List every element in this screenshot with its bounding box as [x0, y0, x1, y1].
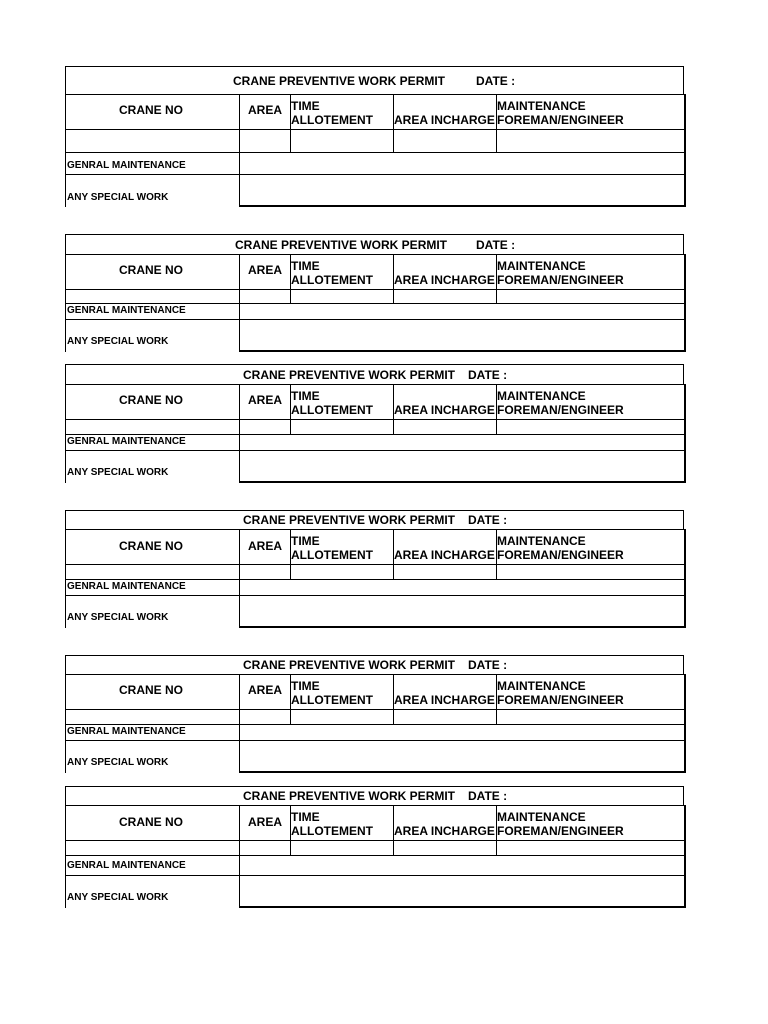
maintenance-header — [496, 529, 686, 565]
time-label: TIME — [291, 259, 320, 273]
crane-no-field[interactable] — [65, 289, 240, 304]
general-maintenance-row — [65, 152, 686, 175]
maintenance-label: MAINTENANCE — [497, 534, 586, 548]
crane-no-header — [65, 254, 240, 290]
foreman-engineer-label: FOREMAN/ENGINEER — [497, 113, 624, 127]
area-incharge-header — [393, 254, 497, 290]
area-label: AREA — [248, 683, 283, 697]
general-maintenance-row — [65, 855, 686, 876]
date-label: DATE : — [476, 73, 516, 88]
foreman-engineer-label: FOREMAN/ENGINEER — [497, 273, 624, 287]
allotement-label: ALLOTEMENT — [291, 273, 373, 287]
header-row — [65, 254, 686, 290]
area-field[interactable] — [239, 709, 291, 725]
general-maintenance-field[interactable] — [239, 434, 686, 451]
general-maintenance-label: GENRAL MAINTENANCE — [67, 726, 186, 737]
area-header — [239, 805, 291, 841]
crane-no-field[interactable] — [65, 840, 240, 856]
area-incharge-label: AREA INCHARGE — [394, 824, 495, 838]
crane-no-field[interactable] — [65, 709, 240, 725]
area-incharge-label: AREA INCHARGE — [394, 548, 495, 562]
time-label: TIME — [291, 389, 320, 403]
general-maintenance-label-cell — [65, 152, 240, 175]
general-maintenance-label-cell — [65, 724, 240, 741]
area-incharge-header — [393, 674, 497, 710]
special-work-row — [65, 174, 686, 207]
entry-row — [65, 709, 686, 725]
area-field[interactable] — [239, 129, 291, 153]
permit-form-1 — [65, 66, 686, 207]
special-work-label: ANY SPECIAL WORK — [67, 192, 169, 203]
maintenance-label: MAINTENANCE — [497, 679, 586, 693]
area-incharge-header — [393, 805, 497, 841]
time-allotement-header — [290, 805, 394, 841]
maintenance-header — [496, 384, 686, 420]
allotement-label: ALLOTEMENT — [291, 113, 373, 127]
time-allotement-header — [290, 254, 394, 290]
area-header — [239, 674, 291, 710]
permit-title: CRANE PREVENTIVE WORK PERMIT — [243, 513, 456, 527]
time-allotement-header — [290, 529, 394, 565]
maintenance-header — [496, 254, 686, 290]
area-incharge-field[interactable] — [393, 564, 497, 580]
time-label: TIME — [291, 534, 320, 548]
special-work-label-cell — [65, 174, 240, 207]
special-work-label-cell — [65, 319, 240, 352]
area-incharge-label: AREA INCHARGE — [394, 403, 495, 417]
area-incharge-field[interactable] — [393, 709, 497, 725]
general-maintenance-row — [65, 303, 686, 320]
general-maintenance-field[interactable] — [239, 303, 686, 320]
crane-no-field[interactable] — [65, 419, 240, 435]
crane-no-label: CRANE NO — [119, 815, 184, 829]
foreman-engineer-label: FOREMAN/ENGINEER — [497, 693, 624, 707]
permit-title: CRANE PREVENTIVE WORK PERMIT — [233, 73, 446, 88]
area-label: AREA — [248, 393, 283, 407]
header-row — [65, 94, 686, 130]
general-maintenance-label-cell — [65, 855, 240, 876]
permit-title-row — [65, 510, 684, 530]
maintenance-field[interactable] — [496, 419, 686, 435]
permit-form-3 — [65, 364, 686, 483]
special-work-row — [65, 450, 686, 483]
special-work-label-cell — [65, 595, 240, 628]
permit-title-row — [65, 786, 684, 806]
special-work-label: ANY SPECIAL WORK — [67, 892, 169, 903]
entry-row — [65, 840, 686, 856]
special-work-row — [65, 319, 686, 352]
allotement-label: ALLOTEMENT — [291, 403, 373, 417]
time-label: TIME — [291, 810, 320, 824]
area-header — [239, 384, 291, 420]
special-work-field[interactable] — [239, 595, 686, 628]
time-allotement-field[interactable] — [290, 709, 394, 725]
date-label: DATE : — [476, 237, 516, 252]
crane-no-header — [65, 674, 240, 710]
maintenance-field[interactable] — [496, 129, 686, 153]
area-label: AREA — [248, 263, 283, 277]
time-label: TIME — [291, 679, 320, 693]
header-row — [65, 529, 686, 565]
permit-title: CRANE PREVENTIVE WORK PERMIT — [243, 367, 456, 382]
permit-title: CRANE PREVENTIVE WORK PERMIT — [235, 237, 448, 252]
date-label: DATE : — [468, 513, 508, 527]
general-maintenance-row — [65, 724, 686, 741]
special-work-row — [65, 595, 686, 628]
crane-no-label: CRANE NO — [119, 103, 184, 117]
special-work-label-cell — [65, 740, 240, 773]
allotement-label: ALLOTEMENT — [291, 693, 373, 707]
crane-no-label: CRANE NO — [119, 393, 184, 407]
allotement-label: ALLOTEMENT — [291, 824, 373, 838]
crane-no-label: CRANE NO — [119, 683, 184, 697]
foreman-engineer-label: FOREMAN/ENGINEER — [497, 824, 624, 838]
time-allotement-field[interactable] — [290, 564, 394, 580]
permit-form-4 — [65, 510, 686, 628]
maintenance-header — [496, 674, 686, 710]
special-work-label: ANY SPECIAL WORK — [67, 467, 169, 478]
date-label: DATE : — [468, 367, 508, 382]
header-row — [65, 805, 686, 841]
crane-no-field[interactable] — [65, 129, 240, 153]
area-incharge-label: AREA INCHARGE — [394, 273, 495, 287]
time-allotement-field[interactable] — [290, 840, 394, 856]
maintenance-header — [496, 94, 686, 130]
area-incharge-header — [393, 94, 497, 130]
area-incharge-label: AREA INCHARGE — [394, 693, 495, 707]
entry-row — [65, 419, 686, 435]
area-incharge-field[interactable] — [393, 840, 497, 856]
crane-no-header — [65, 94, 240, 130]
crane-no-label: CRANE NO — [119, 263, 184, 277]
time-allotement-field[interactable] — [290, 129, 394, 153]
area-label: AREA — [248, 103, 283, 117]
time-allotement-field[interactable] — [290, 289, 394, 304]
general-maintenance-field[interactable] — [239, 152, 686, 175]
maintenance-label: MAINTENANCE — [497, 259, 586, 273]
general-maintenance-label: GENRAL MAINTENANCE — [67, 581, 186, 592]
general-maintenance-field[interactable] — [239, 724, 686, 741]
maintenance-field[interactable] — [496, 289, 686, 304]
time-allotement-header — [290, 384, 394, 420]
crane-no-header — [65, 805, 240, 841]
area-incharge-header — [393, 529, 497, 565]
permit-title: CRANE PREVENTIVE WORK PERMIT — [243, 658, 456, 672]
entry-row — [65, 289, 686, 304]
permit-form-6 — [65, 786, 686, 908]
area-incharge-label: AREA INCHARGE — [394, 113, 495, 127]
area-incharge-field[interactable] — [393, 419, 497, 435]
area-field[interactable] — [239, 840, 291, 856]
area-header — [239, 94, 291, 130]
area-header — [239, 529, 291, 565]
maintenance-field[interactable] — [496, 564, 686, 580]
area-incharge-header — [393, 384, 497, 420]
permit-title-row — [65, 655, 684, 675]
general-maintenance-field[interactable] — [239, 855, 686, 876]
area-incharge-field[interactable] — [393, 289, 497, 304]
special-work-label: ANY SPECIAL WORK — [67, 757, 169, 768]
special-work-label-cell — [65, 875, 240, 908]
special-work-label-cell — [65, 450, 240, 483]
special-work-field[interactable] — [239, 319, 686, 352]
area-field[interactable] — [239, 419, 291, 435]
time-allotement-header — [290, 94, 394, 130]
special-work-field[interactable] — [239, 740, 686, 773]
general-maintenance-label: GENRAL MAINTENANCE — [67, 160, 186, 171]
crane-no-header — [65, 529, 240, 565]
general-maintenance-field[interactable] — [239, 579, 686, 596]
maintenance-header — [496, 805, 686, 841]
permit-title: CRANE PREVENTIVE WORK PERMIT — [243, 789, 456, 803]
maintenance-label: MAINTENANCE — [497, 99, 586, 113]
header-row — [65, 384, 686, 420]
maintenance-field[interactable] — [496, 840, 686, 856]
special-work-field[interactable] — [239, 174, 686, 207]
foreman-engineer-label: FOREMAN/ENGINEER — [497, 403, 624, 417]
general-maintenance-label-cell — [65, 303, 240, 320]
area-field[interactable] — [239, 564, 291, 580]
general-maintenance-label: GENRAL MAINTENANCE — [67, 305, 186, 316]
area-header — [239, 254, 291, 290]
general-maintenance-label-cell — [65, 579, 240, 596]
header-row — [65, 674, 686, 710]
general-maintenance-label-cell — [65, 434, 240, 451]
special-work-row — [65, 740, 686, 773]
permit-form-5 — [65, 655, 686, 773]
area-field[interactable] — [239, 289, 291, 304]
crane-no-field[interactable] — [65, 564, 240, 580]
special-work-label: ANY SPECIAL WORK — [67, 612, 169, 623]
crane-no-label: CRANE NO — [119, 539, 184, 553]
allotement-label: ALLOTEMENT — [291, 548, 373, 562]
general-maintenance-label: GENRAL MAINTENANCE — [67, 860, 186, 871]
area-label: AREA — [248, 815, 283, 829]
maintenance-label: MAINTENANCE — [497, 389, 586, 403]
permit-title-row — [65, 234, 684, 255]
entry-row — [65, 564, 686, 580]
special-work-field[interactable] — [239, 875, 686, 908]
permit-title-row — [65, 364, 684, 385]
maintenance-field[interactable] — [496, 709, 686, 725]
time-allotement-field[interactable] — [290, 419, 394, 435]
general-maintenance-label: GENRAL MAINTENANCE — [67, 436, 186, 447]
maintenance-label: MAINTENANCE — [497, 810, 586, 824]
time-allotement-header — [290, 674, 394, 710]
special-work-label: ANY SPECIAL WORK — [67, 336, 169, 347]
general-maintenance-row — [65, 434, 686, 451]
date-label: DATE : — [468, 658, 508, 672]
special-work-row — [65, 875, 686, 908]
entry-row — [65, 129, 686, 153]
special-work-field[interactable] — [239, 450, 686, 483]
crane-no-header — [65, 384, 240, 420]
date-label: DATE : — [468, 789, 508, 803]
foreman-engineer-label: FOREMAN/ENGINEER — [497, 548, 624, 562]
general-maintenance-row — [65, 579, 686, 596]
permit-form-2 — [65, 234, 686, 352]
time-label: TIME — [291, 99, 320, 113]
area-label: AREA — [248, 539, 283, 553]
area-incharge-field[interactable] — [393, 129, 497, 153]
permit-title-row — [65, 66, 684, 95]
